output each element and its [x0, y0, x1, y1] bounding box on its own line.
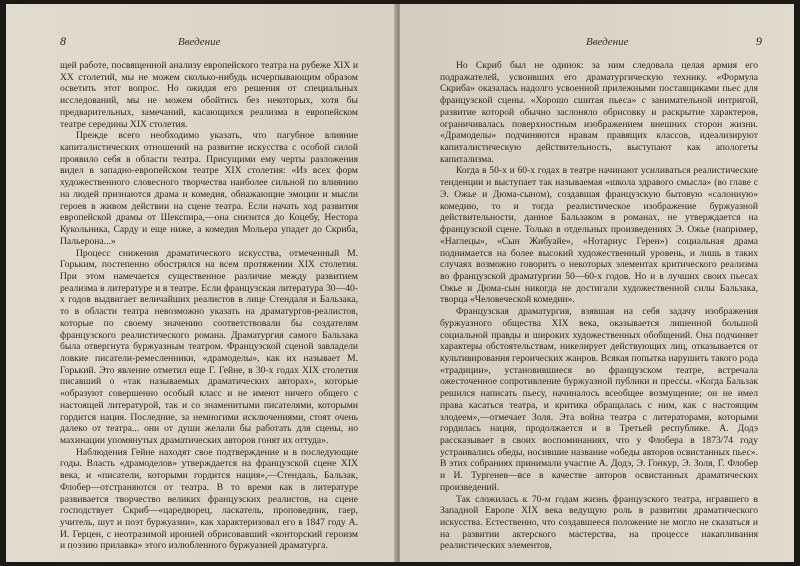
paragraph: Прежде всего необходимо указать, что пагубное влияние капиталистических отношений на развитие искусства с особой силой проявило себя в области театра. Присущими ему черты разложения видел в западно-европейском театре XIX столетия: «Из всех форм художественного словесного творчества наиболее сильной по влиянию на людей признаются драма и комедия, обнажающие эмоции и мысли героев в живом действии на сцене театра. Если начать ход развития европейской драмы от Шекспира,—она снизится до Коцебу, Нестора Кукольника, Сарду и еще ниже, а комедия Мольера упадет до Скриба, Пальерона...» [60, 130, 358, 247]
paragraph: Процесс снижения драматического искусства, отмеченный М. Горьким, постепенно обострялся на всем протяжении XIX столетия. При этом намечается существенное различие между развитием реализма в литературе и в театре. Если французская литература 30—40-х годов выдвигает величайших реалистов в лице Стендаля и Бальзака, то в области театра невозможно указать на драматургов-реалистов, которые по своему значению соответствовали бы создателям французского реалистического романа. Драматургия самого Бальзака была отвергнута буржуазным театром. Французской сценой завладели ловкие писатели-ремесленники, «драмоделы», как их называет М. Горький. Это явление отметил еще Г. Гейне, в 30-х годах XIX столетия писавший о «так называемых драматических авторах», которые «образуют совершенно особый класс и не имеют ничего общего с настоящей литературой, так и со знаменитыми писателями, которыми гордится нация. Последние, за немногими исключениями, стоят очень далеко от театра... они от души желали бы работать для сцены, но махинации упомянутых драматических авторов гонят их оттуда». [60, 247, 358, 446]
page-body [60, 60, 358, 552]
paragraph: Наблюдения Гейне находят свое подтверждение и в последующие годы. Власть «драмоделов» утверждается на французской сцене XIX века, и «писатели, которыми гордится нация»,—Стендаль, Бальзак, Флобер—отстраняются от театра. В то время как в литературе развивается творчество великих французских реалистов, на сцене господствует Скриб—«царедворец, ласкатель, проповедник, гаер, учитель, шут и поэт буржуазии», как характеризовал его в 1847 году А. И. Герцен, с неотразимой иронией обрисовавший «конторский героизм и поэзию прилавка» этого излюбленного буржуазией драматурга. [60, 446, 358, 552]
right-page [400, 4, 794, 562]
page-number: 9 [756, 34, 762, 48]
paragraph: щей работе, посвященной анализу европейского театра на рубеже XIX и XX столетий, мы не можем сколько-нибудь исчерпывающим образом осветить этот вопрос. Но ожидая его решения от специальных исследований, мы не можем обойтись без некоторых, хотя бы предварительных, замечаний, касающихся реализма в европейском театре середины XIX столетия. [60, 60, 358, 130]
running-head: Введение [178, 36, 221, 48]
page-body [440, 60, 758, 552]
running-head: Введение [586, 36, 629, 48]
book-spread [6, 4, 794, 562]
page-number: 8 [60, 34, 66, 48]
paragraph: Когда в 50-х и 60-х годах в театре начинают усиливаться реалистические тенденции и выступает так называемая «школа здравого смысла» (во главе с Э. Ожье и Дюма-сыном), создавшая французскую бытовую «салонную» комедию, то и тогда реалистическое изображение буржуазной действительности, данное Бальзаком в романах, не утверждается на французской сцене. Только в отдельных произведениях Э. Ожье (например, «Наглецы», «Сын Жибуайе», «Нотариус Герен») социальная драма поднимается на более высокий художественный уровень, и лишь в таких случаях возможно говорить о некоторых элементах критического реализма во французской драматургии 50—60-х годов. Но и в лучших своих пьесах Ожье и Дюма-сын никогда не достигали художественной силы Бальзака, творца «Человеческой комедии». [440, 165, 758, 306]
paragraph: Так сложилась к 70-м годам жизнь французского театра, игравшего в Западной Европе XIX века ведущую роль в развитии драматического искусства. Естественно, что создавшееся положение не могло не сказаться и на развитии актерского мастерства, на процессе накапливания реалистических элементов, [440, 493, 758, 552]
left-page [6, 4, 396, 562]
paragraph: Но Скриб был не одинок: за ним следовала целая армия его подражателей, усвоивших его драматургическую технику. «Формула Скриба» оказалась надолго усвоенной прилежными поставщиками пьес для французской сцены. «Хорошо сшитая пьеса» с занимательной интригой, развитие которой обычно заслоняло обрисовку и раскрытие характеров, ограничивалась поверхностным изображением внешних сторон жизни. «Драмоделы» подчиняются нравам правящих классов, идеализируют капиталистическую действительность, выступают как апологеты капитализма. [440, 60, 758, 165]
paragraph: Французская драматургия, взявшая на себя задачу изображения буржуазного общества XIX века, оказывается лишенной большой социальной правды и широких художественных обобщений. Она подчиняет характеры обстоятельствам, никелирует действующих лиц, отказывается от культивирования героических жанров. Всякая попытка нарушить такого рода «традиции», установившиеся во французском театре, встречала ожесточенное сопротивление буржуазной публики и прессы. «Когда Бальзак решился написать пьесу, начиналось всеобщее возмущение; он не имел права касаться театра, и критика обращалась с ним, как с настоящим злодеем»,—отмечает Золя. Эта война театра с литераторами, которыми гордилась нация, продолжается и в Третьей республике. А. Додэ рассказывает в своих воспоминаниях, что у Флобера в 1873/74 году устраивались обеды, носившие название «обеды авторов освистанных пьес». В этих собраниях принимали участие А. Додэ, Э. Гонкур, Э. Золя, Г. Флобер и И. Тургенев—все в качестве авторов освистанных драматических произведений. [440, 306, 758, 493]
